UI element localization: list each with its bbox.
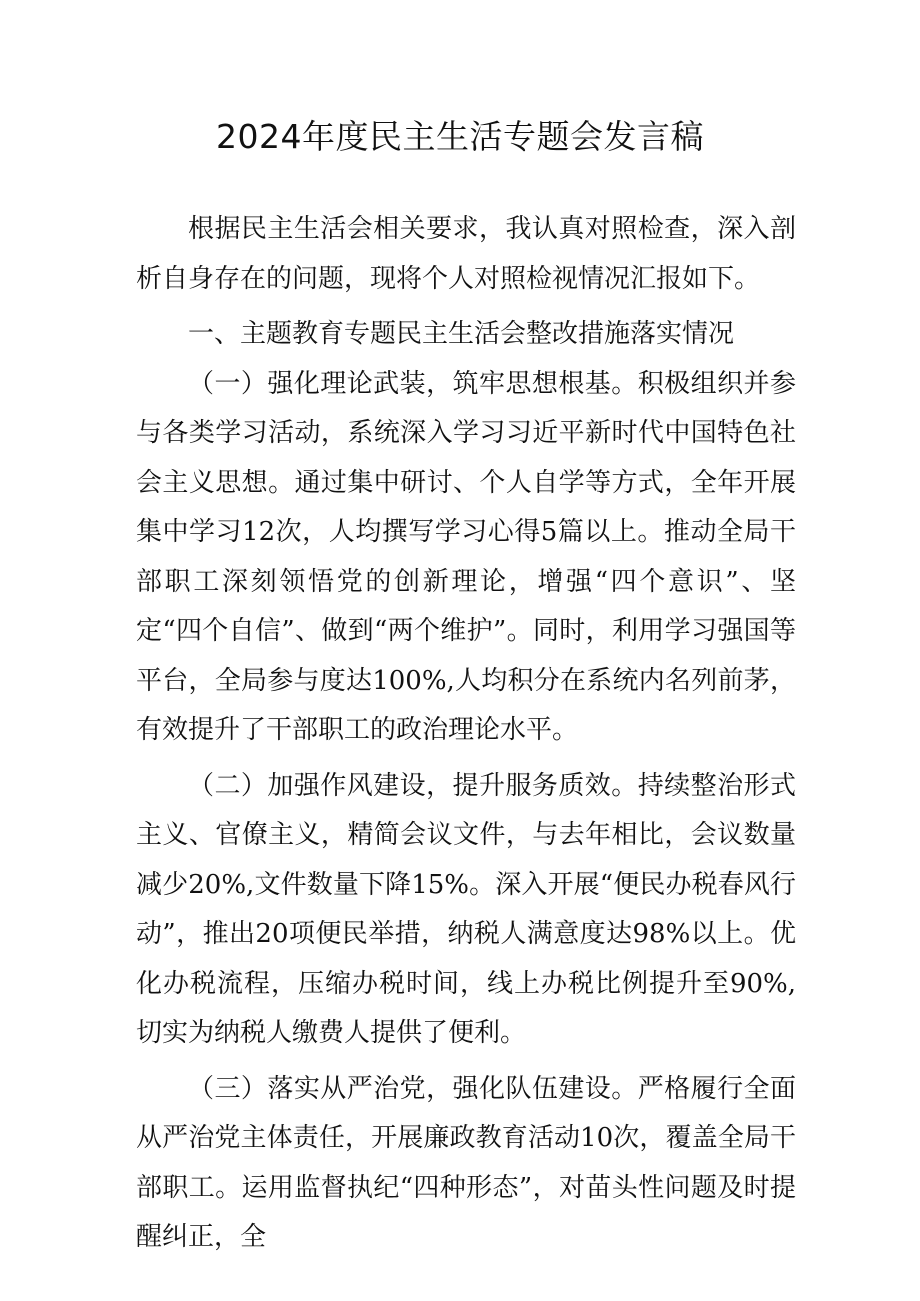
paragraph-theory-study: （一）强化理论武装，筑牢思想根基。积极组织并参与各类学习活动，系统深入学习习近平新时代中国特色社会主义思想。通过集中研讨、个人自学等方式，全年开展集中学习12次，人均撰写学习心得5篇以上。推动全局干部职工深刻领悟党的创新理论，增强“四个意识”、坚定“四个自信”、做到“两个维护”。同时，利用学习强国等平台，全局参与度达100%,人均积分在系统内名列前茅，有效提升了干部职工的政治理论水平。: [136, 368, 796, 745]
intro-paragraph: 根据民主生活会相关要求，我认真对照检查，深入剖析自身存在的问题，现将个人对照检视情况汇报如下。: [136, 214, 796, 294]
paragraph-work-style: （二）加强作风建设，提升服务质效。持续整治形式主义、官僚主义，精简会议文件，与去年相比，会议数量减少20%,文件数量下降15%。深入开展“便民办税春风行动”，推出20项便民举措，纳税人满意度达98%以上。优化办税流程，压缩办税时间，线上办税比例提升至90%,切实为纳税人缴费人提供了便利。: [136, 770, 796, 1048]
document-title: 2024年度民主生活专题会发言稿: [216, 117, 704, 156]
paragraph-party-discipline: （三）落实从严治党，强化队伍建设。严格履行全面从严治党主体责任，开展廉政教育活动10次，覆盖全局干部职工。运用监督执纪“四种形态”，对苗头性问题及时提醒纠正，全: [136, 1073, 796, 1252]
section-heading: 一、主题教育专题民主生活会整改措施落实情况: [188, 319, 735, 349]
document-body: [136, 205, 796, 1269]
